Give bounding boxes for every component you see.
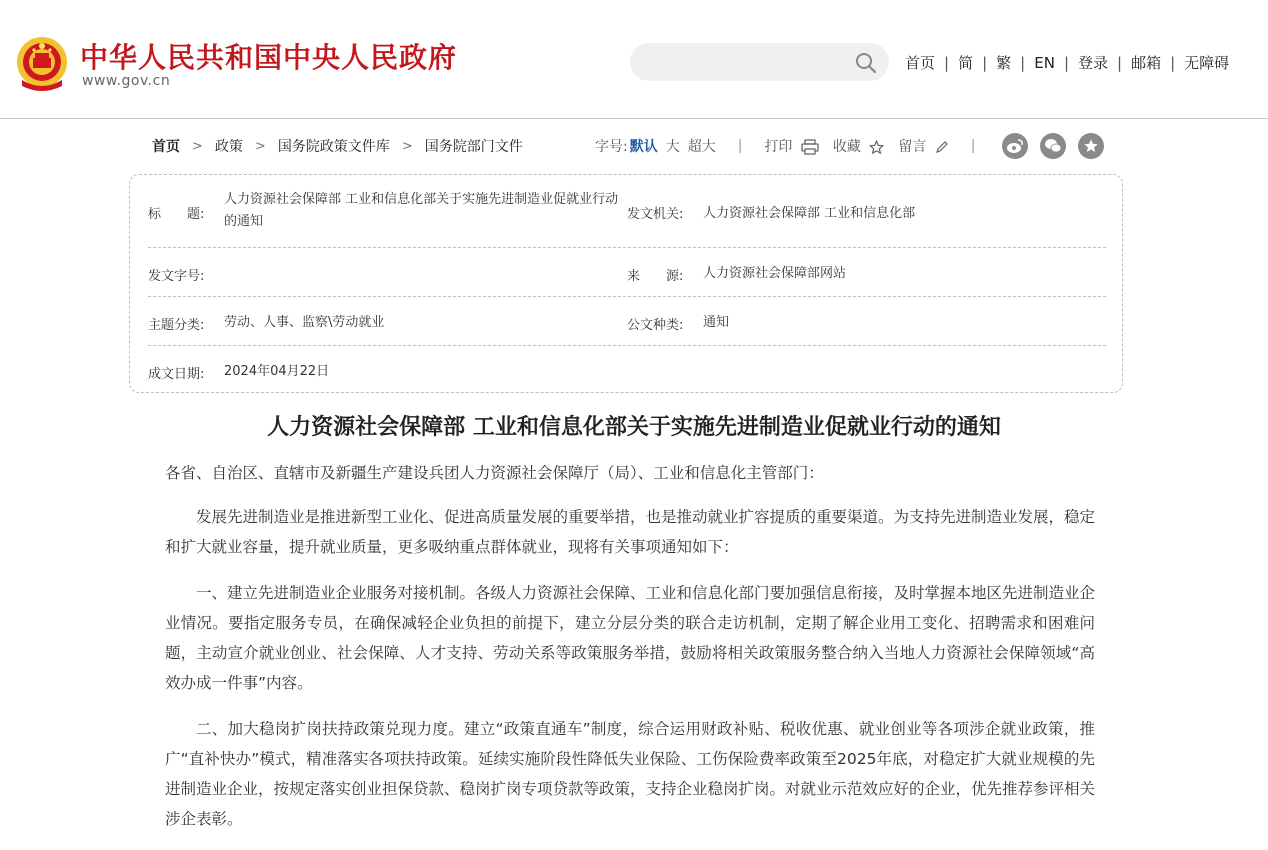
- document-greeting: 各省、自治区、直辖市及新疆生产建设兵团人力资源社会保障厅（局）、工业和信息化主管部门：: [165, 464, 824, 482]
- breadcrumb-separator: >: [254, 138, 266, 154]
- issuer-label: 发文机关:: [627, 207, 684, 222]
- breadcrumb-home[interactable]: 首页: [152, 139, 180, 155]
- search-box[interactable]: [630, 43, 889, 81]
- breadcrumb: [152, 136, 523, 156]
- font-size-large[interactable]: 大: [665, 139, 680, 155]
- nav-home[interactable]: 首页: [905, 54, 936, 72]
- category-value: 劳动、人事、监察\劳动就业: [224, 315, 385, 330]
- meta-row: [148, 357, 1106, 393]
- breadcrumb-separator: >: [192, 138, 203, 154]
- nav-separator: |: [944, 53, 950, 72]
- top-nav: [905, 52, 1229, 73]
- font-size-default[interactable]: 默认: [629, 139, 658, 155]
- national-emblem-icon[interactable]: [16, 36, 68, 92]
- search-input[interactable]: [646, 43, 850, 83]
- share-icons: [1002, 133, 1104, 159]
- nav-english[interactable]: EN: [1034, 53, 1055, 72]
- site-url[interactable]: www.gov.cn: [82, 73, 171, 89]
- comment-button[interactable]: [898, 136, 948, 156]
- nav-traditional[interactable]: 繁: [996, 54, 1012, 72]
- weibo-icon[interactable]: [1002, 133, 1028, 159]
- favorite-button[interactable]: [833, 136, 884, 156]
- printer-icon: [801, 139, 819, 155]
- breadcrumb-separator: >: [401, 138, 413, 154]
- nav-separator: |: [982, 53, 988, 72]
- comment-label: 留言: [898, 139, 927, 155]
- favorite-star-icon[interactable]: [1078, 133, 1104, 159]
- nav-mailbox[interactable]: 邮箱: [1131, 54, 1162, 72]
- site-name[interactable]: 中华人民共和国中央人民政府: [80, 41, 458, 74]
- meta-divider: [148, 345, 1106, 346]
- meta-row: [148, 308, 1106, 344]
- page-tools: [595, 136, 998, 156]
- wechat-icon[interactable]: [1040, 133, 1066, 159]
- site-header: [0, 0, 1268, 119]
- source-label: 来 源:: [627, 269, 684, 284]
- doc-type-value: 通知: [703, 315, 730, 330]
- date-value: 2024年04月22日: [224, 364, 330, 379]
- title-value: 人力资源社会保障部 工业和信息化部关于实施先进制造业促就业行动的通知: [224, 192, 619, 229]
- document-paragraph: 二、加大稳岗扩岗扶持政策兑现力度。建立“政策直通车”制度，综合运用财政补贴、税收优惠、就业创业等各项涉企就业政策，推广“直补快办”模式，精准落实各项扶持政策。延续实施阶段性降低失业保险、工伤保险费率政策至2025年底，对稳定扩大就业规模的先进制造业企业，按规定落实创业担保贷款、稳岗扩岗专项贷款等政策，支持企业稳岗扩岗。对就业示范效应好的企业，优先推荐参评相关涉企表彰。: [165, 720, 1096, 828]
- nav-simplified[interactable]: 简: [958, 54, 974, 72]
- breadcrumb-policy[interactable]: 政策: [214, 139, 243, 155]
- nav-separator: |: [1020, 53, 1026, 72]
- search-icon[interactable]: [855, 52, 877, 74]
- favorite-label: 收藏: [832, 139, 861, 155]
- font-size-xlarge[interactable]: 超大: [687, 139, 716, 155]
- breadcrumb-department-docs[interactable]: 国务院部门文件: [424, 139, 523, 155]
- font-size-label: 字号:: [595, 139, 628, 155]
- nav-accessibility[interactable]: 无障碍: [1184, 54, 1230, 72]
- nav-login[interactable]: 登录: [1078, 54, 1109, 72]
- document-metadata: [129, 174, 1123, 393]
- meta-row: [148, 189, 1106, 249]
- pencil-icon: [935, 140, 949, 154]
- document-title: 人力资源社会保障部 工业和信息化部关于实施先进制造业促就业行动的通知: [267, 414, 1001, 440]
- document-paragraph: 发展先进制造业是推进新型工业化、促进高质量发展的重要举措，也是推动就业扩容提质的重要渠道。为支持先进制造业发展，稳定和扩大就业容量，提升就业质量，更多吸纳重点群体就业，现将有关事项通知如下：: [165, 508, 1096, 556]
- meta-divider: [148, 296, 1106, 297]
- breadcrumb-state-council-library[interactable]: 国务院政策文件库: [277, 139, 390, 155]
- nav-separator: |: [1063, 53, 1069, 72]
- doc-number-label: 发文字号:: [148, 269, 205, 284]
- doc-toolbar: [152, 133, 1112, 159]
- meta-divider: [148, 247, 1106, 248]
- print-button[interactable]: [764, 136, 818, 156]
- category-label: 主题分类:: [148, 318, 205, 333]
- toolbar-separator: |: [737, 138, 743, 154]
- title-label: 标 题:: [148, 207, 205, 222]
- nav-separator: |: [1170, 53, 1176, 72]
- date-label: 成文日期:: [148, 367, 205, 382]
- document-paragraph: 一、建立先进制造业企业服务对接机制。各级人力资源社会保障、工业和信息化部门要加强信息衔接，及时掌握本地区先进制造业企业情况。要指定服务专员，在确保减轻企业负担的前提下，建立分层分类的联合走访机制，定期了解企业用工变化、招聘需求和困难问题，主动宣介就业创业、社会保障、人才支持、劳动关系等政策服务举措，鼓励将相关政策服务整合纳入当地人力资源社会保障领域“高效办成一件事”内容。: [165, 584, 1096, 692]
- print-label: 打印: [764, 139, 793, 155]
- source-value: 人力资源社会保障部网站: [703, 266, 847, 281]
- star-outline-icon: [869, 140, 884, 155]
- meta-row: [148, 259, 1106, 295]
- doc-type-label: 公文种类:: [627, 318, 684, 333]
- document-body: [165, 458, 1095, 850]
- nav-separator: |: [1117, 53, 1123, 72]
- issuer-value: 人力资源社会保障部 工业和信息化部: [703, 206, 916, 221]
- toolbar-separator: |: [970, 138, 976, 154]
